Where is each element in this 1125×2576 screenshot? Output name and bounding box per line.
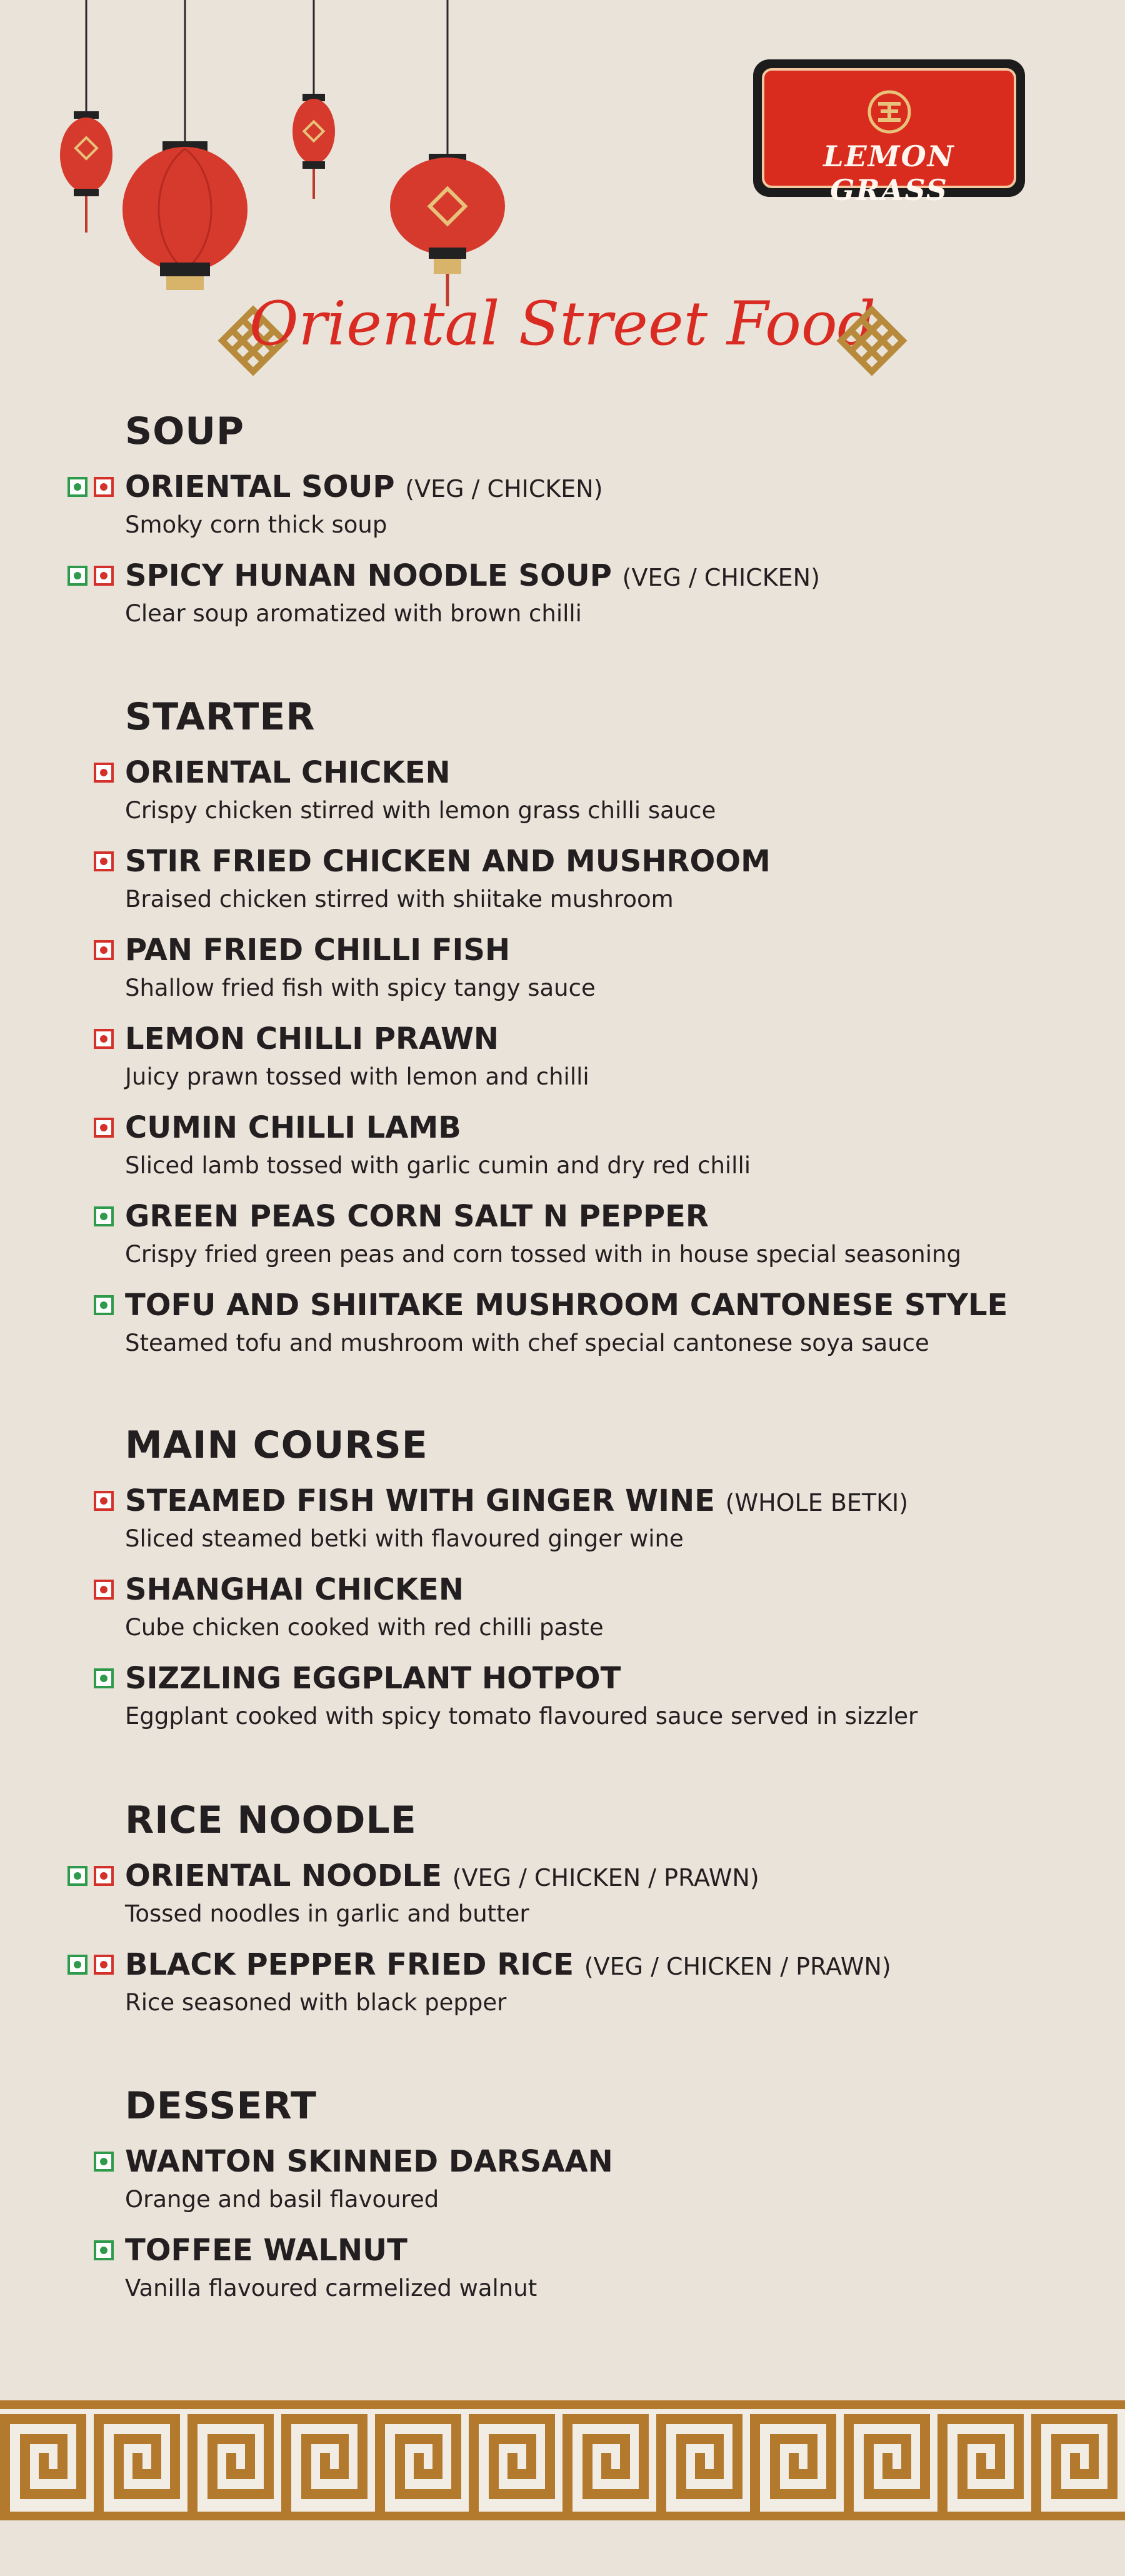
section-title: DESSERT xyxy=(125,2084,317,2128)
item-name: ORIENTAL SOUP (VEG / CHICKEN) xyxy=(125,469,603,504)
brand-logo xyxy=(753,59,1025,207)
item-description: Crispy chicken stirred with lemon grass chilli sauce xyxy=(125,797,716,824)
lantern-small-left xyxy=(60,111,112,233)
item-name: GREEN PEAS CORN SALT N PEPPER xyxy=(125,1199,709,1234)
nonveg-marker-icon xyxy=(94,1118,114,1138)
nonveg-marker-icon xyxy=(94,940,114,960)
item-description: Cube chicken cooked with red chilli paste xyxy=(125,1614,604,1641)
item-note: (VEG / CHICKEN) xyxy=(405,475,603,503)
nonveg-marker-icon xyxy=(94,763,114,783)
item-note: (VEG / CHICKEN) xyxy=(622,564,820,591)
item-description: Eggplant cooked with spicy tomato flavoured sauce served in sizzler xyxy=(125,1703,918,1730)
item-description: Orange and basil flavoured xyxy=(125,2186,439,2213)
item-name: ORIENTAL NOODLE (VEG / CHICKEN / PRAWN) xyxy=(125,1858,759,1893)
item-description: Shallow fried fish with spicy tangy sauce xyxy=(125,975,596,1001)
veg-marker-icon xyxy=(68,477,88,497)
item-description: Smoky corn thick soup xyxy=(125,511,388,538)
nonveg-marker-icon xyxy=(94,477,114,497)
lanterns-decoration xyxy=(0,0,562,313)
item-name: STIR FRIED CHICKEN AND MUSHROOM xyxy=(125,844,771,879)
veg-marker-icon xyxy=(68,1866,88,1886)
item-name: LEMON CHILLI PRAWN xyxy=(125,1021,499,1056)
lantern-big-left xyxy=(122,141,248,290)
veg-marker-icon xyxy=(94,1206,114,1226)
item-description: Sliced steamed betki with flavoured ginger wine xyxy=(125,1525,684,1552)
item-name: TOFU AND SHIITAKE MUSHROOM CANTONESE STYLE xyxy=(125,1288,1008,1323)
section-title: SOUP xyxy=(125,409,244,453)
item-name: PAN FRIED CHILLI FISH xyxy=(125,933,511,968)
nonveg-marker-icon xyxy=(94,851,114,871)
item-note: (VEG / CHICKEN / PRAWN) xyxy=(584,1953,891,1980)
item-name: SHANGHAI CHICKEN xyxy=(125,1572,464,1607)
item-description: Vanilla flavoured carmelized walnut xyxy=(125,2275,538,2302)
veg-marker-icon xyxy=(68,1955,88,1975)
item-name: TOFFEE WALNUT xyxy=(125,2233,408,2268)
menu-heading: Oriental Street Food xyxy=(249,289,876,359)
item-name: STEAMED FISH WITH GINGER WINE (WHOLE BETKI) xyxy=(125,1483,909,1518)
brand-name: LEMON GRASS xyxy=(823,139,955,207)
veg-marker-icon xyxy=(94,2240,114,2260)
item-description: Sliced lamb tossed with garlic cumin and dry red chilli xyxy=(125,1152,751,1179)
item-description: Tossed noodles in garlic and butter xyxy=(125,1900,529,1927)
item-description: Steamed tofu and mushroom with chef special cantonese soya sauce xyxy=(125,1330,929,1356)
item-name: CUMIN CHILLI LAMB xyxy=(125,1110,461,1145)
item-name: WANTON SKINNED DARSAAN xyxy=(125,2144,613,2179)
nonveg-marker-icon xyxy=(94,1955,114,1975)
nonveg-marker-icon xyxy=(94,1580,114,1600)
lantern-medium-right xyxy=(390,154,505,306)
veg-marker-icon xyxy=(94,1295,114,1315)
item-note: (VEG / CHICKEN / PRAWN) xyxy=(452,1864,759,1892)
nonveg-marker-icon xyxy=(94,1866,114,1886)
veg-marker-icon xyxy=(94,1668,114,1688)
veg-marker-icon xyxy=(68,566,88,586)
item-description: Clear soup aromatized with brown chilli xyxy=(125,600,582,627)
section-title: RICE NOODLE xyxy=(125,1798,417,1842)
item-description: Juicy prawn tossed with lemon and chilli xyxy=(125,1063,589,1090)
endless-knot-icon-right xyxy=(831,300,912,381)
item-name: BLACK PEPPER FRIED RICE (VEG / CHICKEN / PRAWN) xyxy=(125,1947,891,1982)
lantern-small-middle xyxy=(292,94,335,199)
section-title: MAIN COURSE xyxy=(125,1423,428,1467)
item-name: ORIENTAL CHICKEN xyxy=(125,755,451,790)
item-description: Rice seasoned with black pepper xyxy=(125,1989,507,2016)
item-description: Braised chicken stirred with shiitake mushroom xyxy=(125,886,674,913)
item-description: Crispy fried green peas and corn tossed with in house special seasoning xyxy=(125,1241,961,1268)
item-name: SPICY HUNAN NOODLE SOUP (VEG / CHICKEN) xyxy=(125,558,820,593)
nonveg-marker-icon xyxy=(94,1491,114,1511)
nonveg-marker-icon xyxy=(94,566,114,586)
item-name: SIZZLING EGGPLANT HOTPOT xyxy=(125,1661,621,1696)
nonveg-marker-icon xyxy=(94,1029,114,1049)
veg-marker-icon xyxy=(94,2152,114,2172)
greek-key-border xyxy=(0,2400,1125,2520)
section-title: STARTER xyxy=(125,695,316,739)
item-note: (WHOLE BETKI) xyxy=(725,1489,909,1516)
chinese-emblem-icon xyxy=(866,88,913,136)
